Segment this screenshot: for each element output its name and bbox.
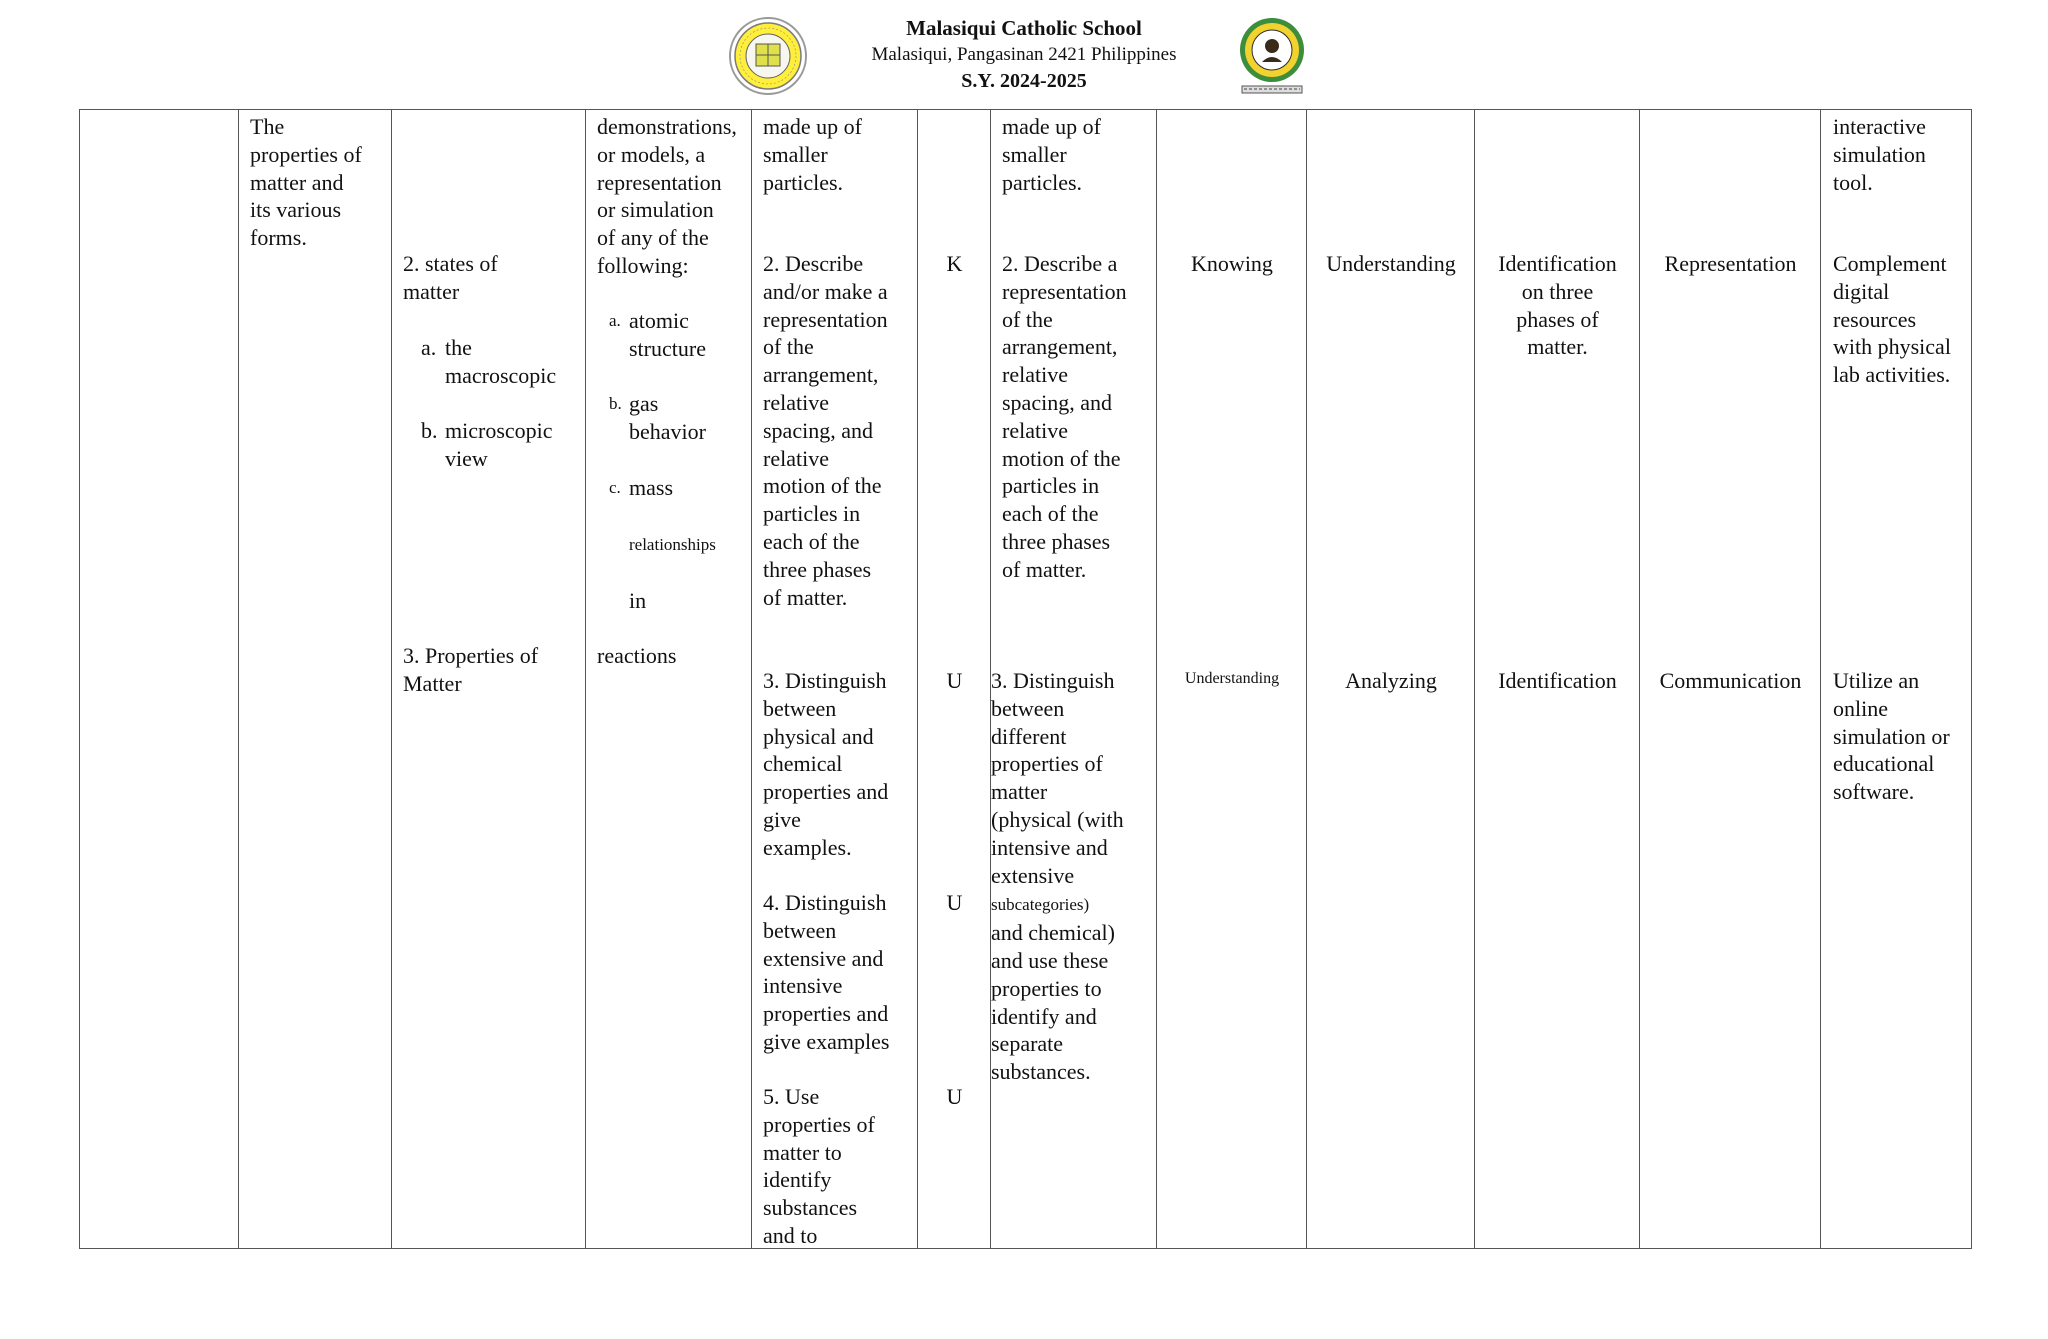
learning-competency-1: made up of smaller particles. bbox=[763, 114, 862, 195]
kud-code: U bbox=[946, 668, 963, 693]
table-column-12 bbox=[1820, 109, 1972, 1249]
learning-competency-4: 4. Distinguish between extensive and intensive properties and give examples bbox=[763, 890, 890, 1054]
performance-standard-list bbox=[597, 279, 757, 698]
table-column-9 bbox=[1306, 109, 1474, 1249]
list-item-continued: reactions bbox=[597, 643, 677, 669]
school-info bbox=[0, 14, 2048, 94]
learning-competency-5: 5. Use properties of matter to identify substances and to bbox=[763, 1084, 875, 1248]
table-column-1 bbox=[79, 109, 238, 1249]
list-item: b. gas behavior bbox=[609, 391, 706, 444]
document-header bbox=[0, 0, 2048, 100]
resource-note-2: Complement digital resources with physical lab activities. bbox=[1833, 251, 1951, 388]
cognitive-process: Analyzing bbox=[1345, 668, 1437, 693]
resource-note-1: interactive simulation tool. bbox=[1833, 114, 1926, 195]
cognitive-process: Understanding bbox=[1326, 251, 1456, 276]
table-column-4 bbox=[585, 109, 751, 1249]
school-year: S.Y. 2024-2025 bbox=[961, 70, 1087, 92]
list-item-continued: in bbox=[629, 587, 647, 613]
assessment-type: Identification bbox=[1498, 668, 1617, 693]
list-item: a. atomic structure bbox=[609, 307, 706, 361]
list-item: c. mass bbox=[609, 474, 673, 500]
cognitive-level: Knowing bbox=[1191, 251, 1273, 276]
table-column-2 bbox=[238, 109, 391, 1249]
topic-properties-of-matter: 3. Properties of Matter bbox=[403, 643, 539, 696]
performance-standard: demonstrations, or models, a representation or simulation of any of the following: bbox=[597, 114, 737, 278]
content-description: The properties of matter and its various forms. bbox=[250, 114, 362, 251]
learning-target-1: made up of smaller particles. bbox=[1002, 114, 1101, 195]
twenty-first-century-skill: Representation bbox=[1664, 251, 1797, 276]
table-column-6 bbox=[917, 109, 990, 1249]
twenty-first-century-skill: Communication bbox=[1659, 668, 1802, 693]
table-column-11 bbox=[1639, 109, 1820, 1249]
table-column-7 bbox=[990, 109, 1156, 1249]
school-address: Malasiqui, Pangasinan 2421 Philippines bbox=[871, 44, 1177, 65]
list-item: a. the macroscopic bbox=[421, 334, 557, 388]
list-item-continued: relationships bbox=[629, 535, 716, 555]
assessment-type: Identification on three phases of matter. bbox=[1498, 251, 1617, 360]
list-item: b. microscopic view bbox=[421, 418, 553, 471]
learning-target-2: 2. Describe a representation of the arrangement, relative spacing, and relative motion of the particles in each of the three phases of matter. bbox=[1002, 251, 1127, 582]
table-column-8 bbox=[1156, 109, 1306, 1249]
cognitive-level: Understanding bbox=[1184, 670, 1280, 687]
learning-target-3: 3. Distinguish between different properties of matter (physical (with intensive and extensive subcategories) and chemical) and use these properties to identify and separate substances. bbox=[991, 668, 1124, 1085]
school-name: Malasiqui Catholic School bbox=[906, 16, 1142, 40]
resource-note-3: Utilize an online simulation or educational software. bbox=[1833, 668, 1950, 805]
topic-states-of-matter: 2. states of matter bbox=[403, 251, 498, 304]
kud-code: K bbox=[946, 251, 963, 276]
table-column-3 bbox=[391, 109, 585, 1249]
learning-competency-2: 2. Describe and/or make a representation of the arrangement, relative spacing, and relative motion of the particles in each of the three phases of matter. bbox=[763, 251, 888, 610]
table-column-5 bbox=[751, 109, 917, 1249]
curriculum-table bbox=[79, 109, 1972, 1249]
table-column-10 bbox=[1474, 109, 1639, 1249]
topic-states-list bbox=[403, 306, 583, 501]
kud-code: U bbox=[946, 1084, 963, 1109]
kud-code: U bbox=[946, 890, 963, 915]
learning-competency-3: 3. Distinguish between physical and chemical properties and give examples. bbox=[763, 668, 889, 860]
